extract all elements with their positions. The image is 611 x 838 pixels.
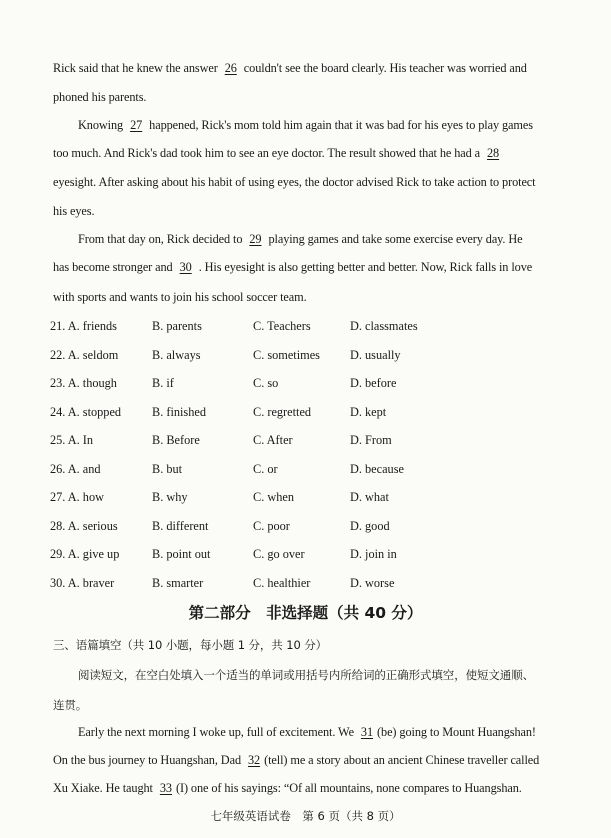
options-row-25	[50, 433, 470, 449]
option-a: 21. A. friends	[50, 319, 117, 333]
blank-32: 32	[247, 753, 261, 767]
options-row-27	[50, 490, 470, 506]
option-b: B. different	[152, 519, 209, 533]
option-b: B. parents	[152, 319, 202, 333]
option-b: B. finished	[152, 405, 206, 419]
text: (I) one of his sayings: “Of all mountains, none compares to Huangshan.	[175, 781, 522, 795]
passage-line: with sports and wants to join his school soccer team.	[53, 290, 307, 304]
options-row-29	[50, 547, 470, 563]
option-d: D. From	[350, 433, 392, 447]
option-c: C. regretted	[253, 405, 312, 419]
option-c: C. After	[253, 433, 293, 447]
passage-line	[78, 232, 559, 247]
passage-line	[53, 146, 559, 161]
option-a: 24. A. stopped	[50, 405, 122, 419]
options-row-23	[50, 376, 470, 392]
option-a: 30. A. braver	[50, 576, 115, 590]
text: From that day on, Rick decided to	[78, 232, 243, 246]
option-a: 26. A. and	[50, 462, 101, 476]
option-a: 27. A. how	[50, 490, 104, 504]
options-row-21	[50, 319, 470, 335]
option-c: C. or	[253, 462, 278, 476]
text: Rick said that he knew the answer	[53, 61, 218, 75]
blank-30: 30	[179, 260, 192, 274]
option-b: B. always	[152, 348, 201, 362]
option-d: D. because	[350, 462, 404, 476]
option-d: D. before	[350, 376, 397, 390]
text: couldn't see the board clearly. His teacher was worried and	[243, 61, 527, 75]
options-row-30	[50, 576, 470, 592]
text: On the bus journey to Huangshan, Dad	[53, 753, 241, 767]
page-footer: 七年级英语试卷 第 6 页（共 8 页）	[210, 809, 401, 823]
text: . His eyesight is also getting better and better. Now, Rick falls in love	[198, 260, 533, 274]
option-d: D. kept	[350, 405, 387, 419]
blank-28: 28	[487, 146, 500, 160]
part-two-title: 第二部分 非选择题（共 40 分）	[188, 604, 423, 622]
option-a: 25. A. In	[50, 433, 94, 447]
passage-line	[53, 753, 559, 768]
text: has become stronger and	[53, 260, 173, 274]
blank-29: 29	[249, 232, 262, 246]
passage-line	[78, 118, 559, 133]
passage-line: eyesight. After asking about his habit of using eyes, the doctor advised Rick to take action to protect	[53, 175, 536, 189]
options-row-22	[50, 348, 470, 364]
option-c: C. sometimes	[253, 348, 320, 362]
blank-33: 33	[159, 781, 172, 795]
section-three-title: 三、语篇填空（共 10 小题，每小题 1 分，共 10 分）	[53, 638, 328, 652]
options-row-26	[50, 462, 470, 478]
option-c: C. when	[253, 490, 294, 504]
option-a: 28. A. serious	[50, 519, 118, 533]
option-c: C. healthier	[253, 576, 311, 590]
option-b: B. if	[152, 376, 174, 390]
passage-line: phoned his parents.	[53, 90, 147, 104]
text: Early the next morning I woke up, full of excitement. We	[78, 725, 354, 739]
option-b: B. point out	[152, 547, 211, 561]
option-b: B. but	[152, 462, 183, 476]
text: (tell) me a story about an ancient Chinese traveller called	[264, 753, 540, 767]
option-d: D. what	[350, 490, 389, 504]
instruction-line: 阅读短文，在空白处填入一个适当的单词或用括号内所给词的正确形式填空，使短文通顺、	[78, 668, 534, 682]
passage-line	[53, 781, 559, 796]
passage-line	[78, 725, 559, 740]
option-a: 23. A. though	[50, 376, 117, 390]
option-d: D. worse	[350, 576, 395, 590]
text: too much. And Rick's dad took him to see an eye doctor. The result showed that he had a	[53, 146, 481, 160]
option-b: B. why	[152, 490, 188, 504]
option-c: C. go over	[253, 547, 305, 561]
blank-27: 27	[130, 118, 143, 132]
passage-line: his eyes.	[53, 204, 95, 218]
text: playing games and take some exercise every day. He	[268, 232, 523, 246]
text: happened, Rick's mom told him again that it was bad for his eyes to play games	[149, 118, 533, 132]
option-b: B. smarter	[152, 576, 204, 590]
option-d: D. join in	[350, 547, 397, 561]
instruction-line: 连贯。	[53, 698, 88, 712]
blank-26: 26	[224, 61, 237, 75]
option-a: 29. A. give up	[50, 547, 120, 561]
text: Xu Xiake. He taught	[53, 781, 153, 795]
options-row-28	[50, 519, 470, 535]
option-d: D. good	[350, 519, 390, 533]
passage-line	[53, 260, 559, 275]
option-c: C. poor	[253, 519, 290, 533]
option-b: B. Before	[152, 433, 200, 447]
option-d: D. classmates	[350, 319, 418, 333]
passage-line	[53, 61, 559, 76]
blank-31: 31	[360, 725, 374, 739]
option-a: 22. A. seldom	[50, 348, 119, 362]
option-c: C. Teachers	[253, 319, 311, 333]
text: (be) going to Mount Huangshan!	[377, 725, 536, 739]
options-row-24	[50, 405, 470, 421]
option-d: D. usually	[350, 348, 401, 362]
text: Knowing	[78, 118, 124, 132]
option-c: C. so	[253, 376, 279, 390]
